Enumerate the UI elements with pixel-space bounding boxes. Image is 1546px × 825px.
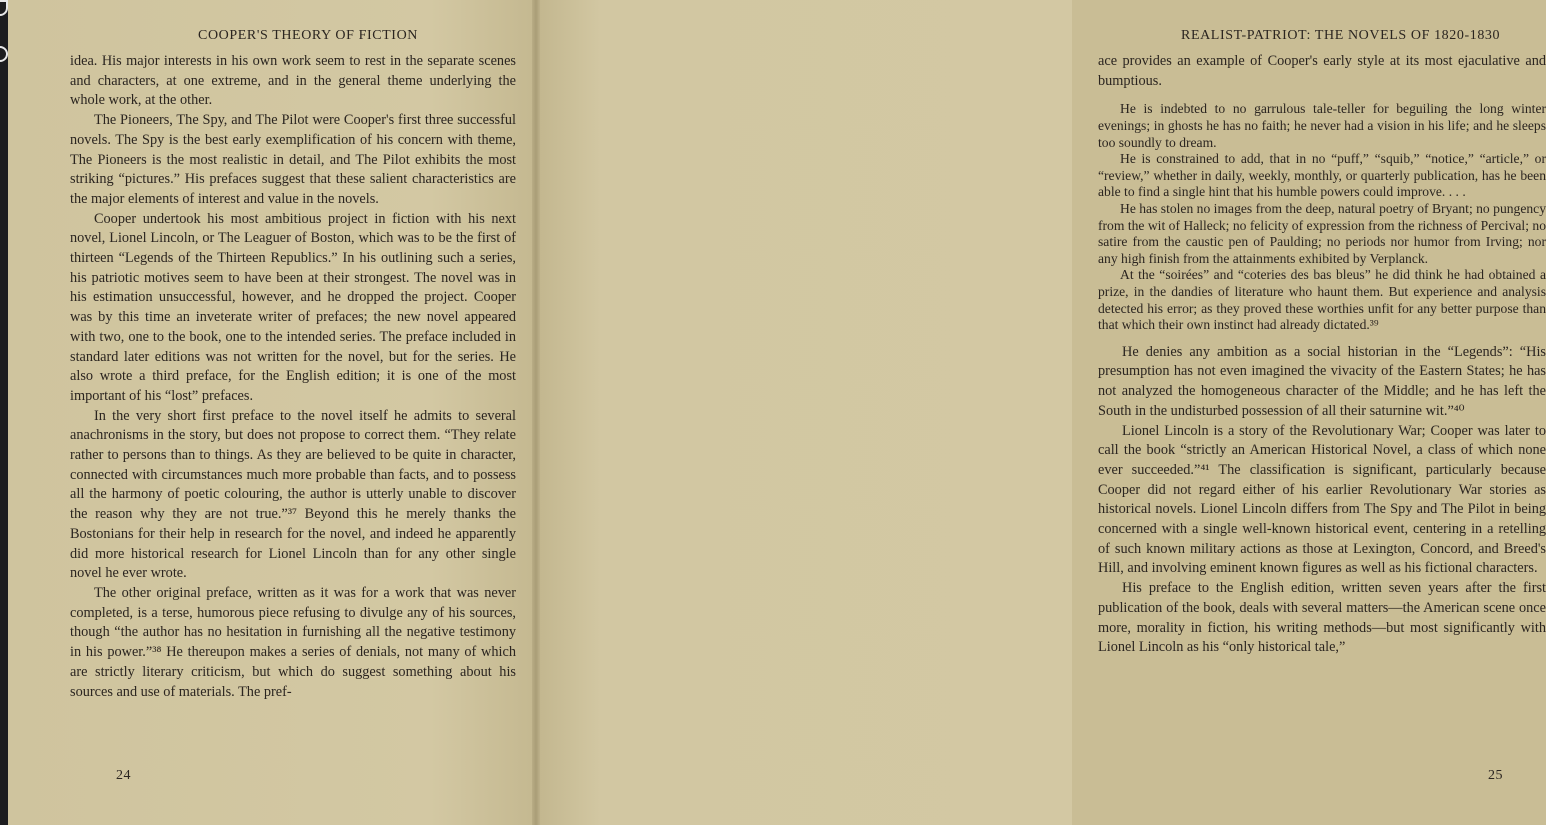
block-quote-paragraph: He is indebted to no garrulous tale-teller for beguiling the long winter evenings; in ghosts he has no faith; he never had a vision in his life; and he sleeps too soundly to dream.: [1098, 101, 1546, 150]
left-paragraph: Cooper undertook his most ambitious project in fiction with his next novel, Lionel Lincoln, or The Leaguer of Boston, which was to be the first of thirteen “Legends of the Thirteen Republics.” In his outlining such a series, his patriotic motives seem to have been at their strongest. The novel was in his estimation unsuccessful, however, and he dropped the project. Cooper was by this time an inveterate writer of prefaces; the new novel appeared with two, one to the book, one to the intended series. The preface included in standard later editions was not written for the novel, but for the series. He also wrote a third preface, for the English edition; it is one of the most important of his “lost” prefaces.: [70, 210, 516, 404]
right-paragraph: He denies any ambition as a social historian in the “Legends”: “His presumption has not even imagined the vivacity of the Eastern States; he has not analyzed the homogeneous character of the Middle; and he has left the South in the undisturbed possession of all their saturnine wit.”⁴⁰: [1098, 343, 1546, 419]
right-paragraph: His preface to the English edition, written seven years after the first publication of the book, deals with several matters—the American scene once more, morality in fiction, his writing methods—but most significantly with Lionel Lincoln as his “only historical tale,”: [1098, 580, 1546, 656]
left-paragraph: idea. His major interests in his own work seem to rest in the separate scenes and characters, at one extreme, and in the general theme underlying the whole work, at the other.: [70, 53, 516, 109]
block-quote-paragraph: At the “soirées” and “coteries des bas bleus” he did think he had obtained a prize, in the dandies of literature who haunt them. But experience and analysis detected his error; as they proved these worthies unfit for any better purpose than that which their own instinct had already dictated.³⁹: [1098, 267, 1546, 333]
right-paragraph: Lionel Lincoln is a story of the Revolutionary War; Cooper was later to call the book “strictly an American Historical Novel, a class of which none ever succeeded.”⁴¹ The classification is significant, particularly because Cooper did not regard either of his earlier Revolutionary War stories as historical novels. Lionel Lincoln differs from The Spy and The Pilot in being concerned with a single well-known historical event, centering in a retelling of such known military actions as those at Lexington, Concord, and Breed's Hill, and involving eminent known figures as well as his fictional characters.: [1098, 422, 1546, 577]
right-paragraph: ace provides an example of Cooper's early style at its most ejaculative and bumptious.: [1098, 53, 1546, 89]
block-quote-paragraph: He is constrained to add, that in no “puff,” “squib,” “notice,” “article,” or “review,” whether in daily, weekly, monthly, or quarterly publication, has he been able to find a single hint that his humble powers could improve. . . .: [1098, 151, 1546, 200]
left-page: [8, 0, 536, 825]
left-paragraph: In the very short first preface to the novel itself he admits to several anachronisms in the story, but does not propose to correct them. “They relate rather to persons than to things. As they are believed to be quite in character, connected with circumstances much more probable than facts, and to possess all the harmony of poetic colouring, the author is utterly unable to discover the reason why they are not true.”³⁷ Beyond this he merely thanks the Bostonians for their help in research for the novel, and indeed he apparently did more historical research for Lionel Lincoln than for any other single novel he ever wrote.: [70, 407, 516, 582]
right-page-number: 25: [1488, 768, 1503, 783]
block-quote-paragraph: He has stolen no images from the deep, natural poetry of Bryant; no pungency from the wit of Halleck; no felicity of expression from the richness of Percival; no satire from the caustic pen of Paulding; no periods nor humor from Irving; nor any high finish from the attainments exhibited by Verplanck.: [1098, 200, 1546, 266]
viewer-nav-icon[interactable]: [0, 46, 8, 62]
left-paragraph: The Pioneers, The Spy, and The Pilot were Cooper's first three successful novels. The Spy is the best early exemplification of his concern with theme, The Pioneers is the most realistic in detail, and The Pilot exhibits the most striking “pictures.” His prefaces suggest that these salient characteristics are the major elements of interest and value in the novels.: [70, 112, 516, 207]
left-page-number: 24: [116, 768, 131, 783]
left-paragraph: The other original preface, written as it was for a work that was never completed, is a terse, humorous piece refusing to divulge any of his sources, though “the author has no hesitation in furnishing all the negative testimony in his power.”³⁸ He thereupon makes a series of denials, not many of which are strictly literary criticism, but which do suggest something about his sources and use of materials. The pref-: [70, 584, 516, 700]
right-text-block: [1098, 52, 1546, 658]
left-text-block: [70, 52, 516, 702]
right-page: [536, 0, 1546, 825]
right-running-head: REALIST-PATRIOT: THE NOVELS OF 1820-1830: [1181, 28, 1501, 43]
viewer-toolbar: [0, 0, 8, 825]
book-gutter: [532, 0, 540, 825]
viewer-tool-icon[interactable]: [0, 0, 8, 16]
left-running-head: COOPER'S THEORY OF FICTION: [198, 28, 418, 43]
